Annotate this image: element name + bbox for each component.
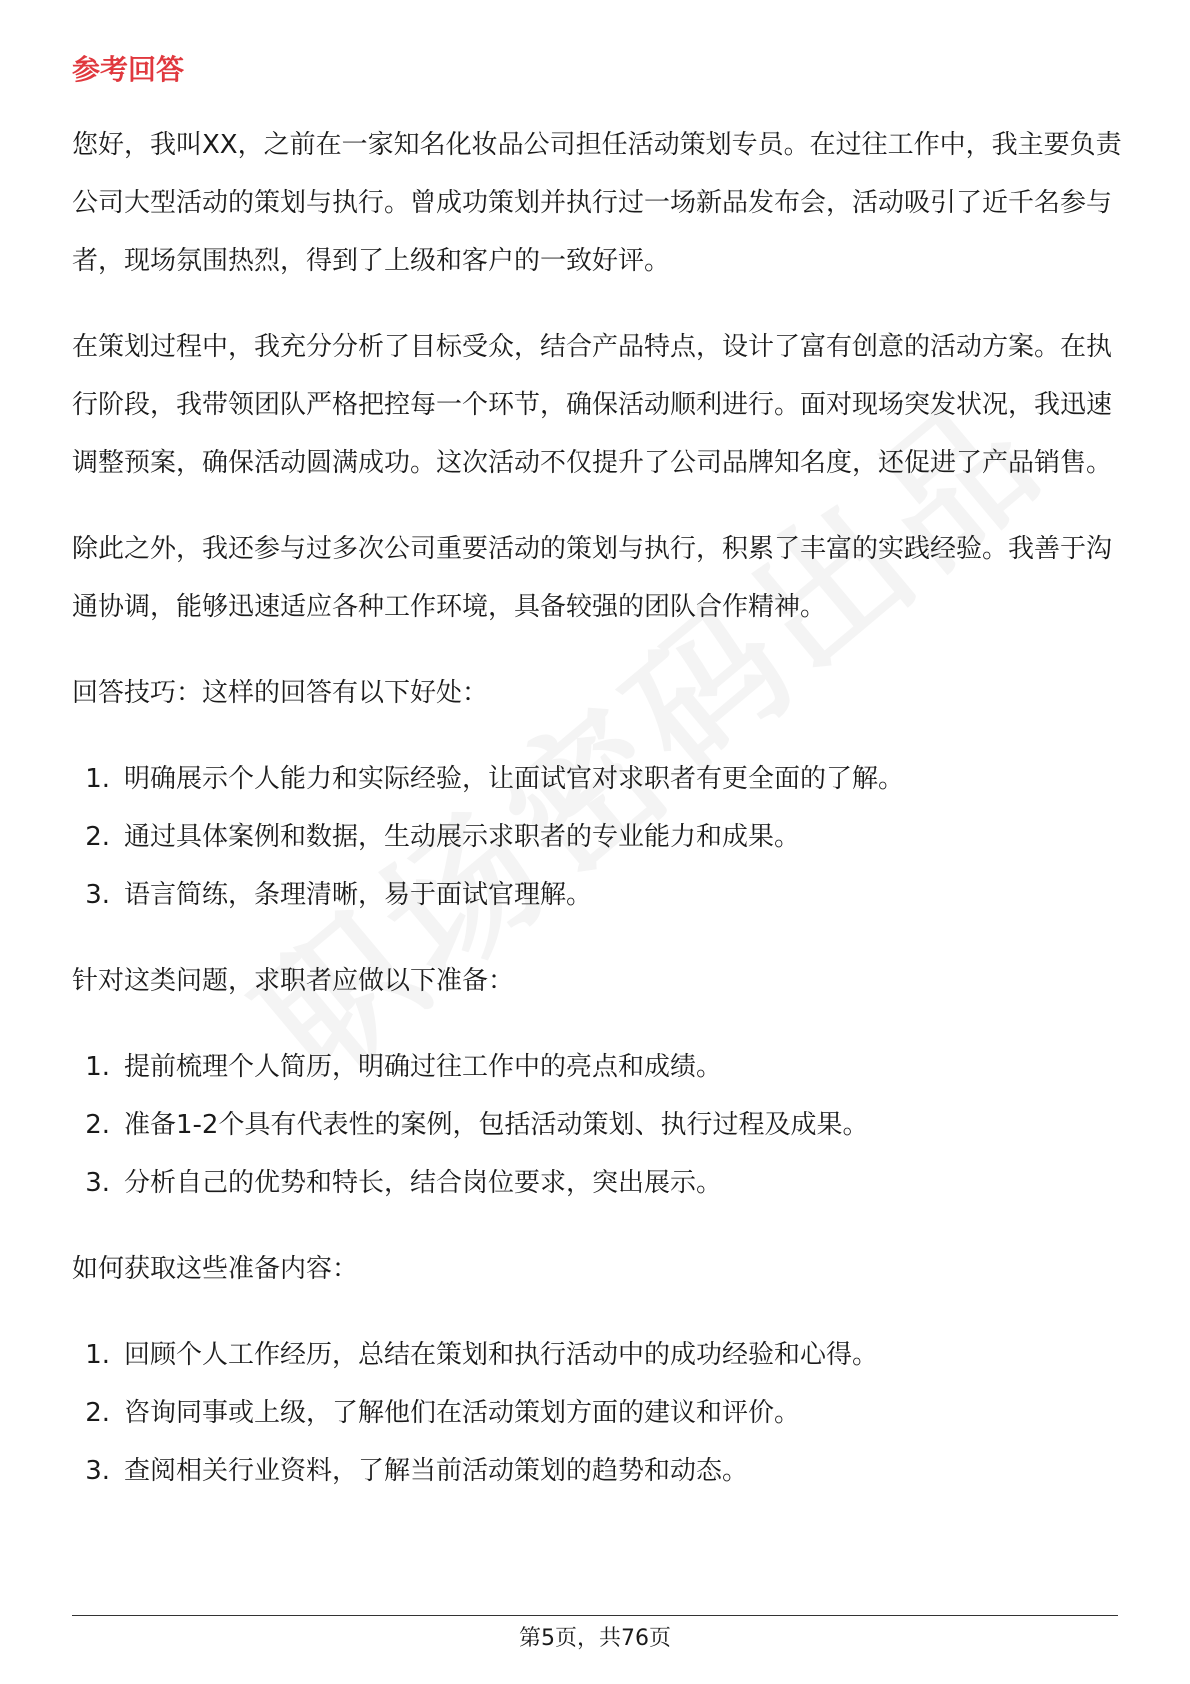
numbered-list <box>72 1038 1122 1212</box>
list-item-text: 查阅相关行业资料，了解当前活动策划的趋势和动态。 <box>124 1456 749 1486</box>
list-item <box>72 1442 1122 1500</box>
paragraph: 除此之外，我还参与过多次公司重要活动的策划与执行，积累了丰富的实践经验。我善于沟通协调，能够迅速适应各种工作环境，具备较强的团队合作精神。 <box>72 534 1113 622</box>
content-body <box>72 116 1122 1528</box>
section-title: 回答技巧：这样的回答有以下好处： <box>72 678 489 708</box>
list-number: 1. <box>85 1340 110 1370</box>
list-item-text: 提前梳理个人简历，明确过往工作中的亮点和成绩。 <box>124 1052 723 1082</box>
list-number: 3. <box>85 880 110 910</box>
list-item <box>72 750 1122 808</box>
list-number: 3. <box>85 1168 110 1198</box>
numbered-list <box>72 750 1122 924</box>
list-item-text: 准备1-2个具有代表性的案例，包括活动策划、执行过程及成果。 <box>124 1110 869 1140</box>
list-item <box>72 1384 1122 1442</box>
page-number: 第5页，共76页 <box>519 1626 671 1651</box>
list-number: 2. <box>85 1110 110 1140</box>
list-item-text: 分析自己的优势和特长，结合岗位要求，突出展示。 <box>124 1168 723 1198</box>
section-title: 针对这类问题，求职者应做以下准备： <box>72 966 515 996</box>
list-number: 2. <box>85 822 110 852</box>
list-item <box>72 808 1122 866</box>
list-number: 1. <box>85 764 110 794</box>
section-heading: 参考回答 <box>72 53 185 86</box>
footer-divider <box>72 1615 1118 1616</box>
list-item-text: 通过具体案例和数据，生动展示求职者的专业能力和成果。 <box>124 822 801 852</box>
list-item <box>72 1154 1122 1212</box>
section-title: 如何获取这些准备内容： <box>72 1254 359 1284</box>
list-number: 2. <box>85 1398 110 1428</box>
list-item <box>72 1326 1122 1384</box>
numbered-list <box>72 1326 1122 1500</box>
list-item-text: 咨询同事或上级，了解他们在活动策划方面的建议和评价。 <box>124 1398 801 1428</box>
list-number: 1. <box>85 1052 110 1082</box>
list-item <box>72 866 1122 924</box>
paragraph: 在策划过程中，我充分分析了目标受众，结合产品特点，设计了富有创意的活动方案。在执行阶段，我带领团队严格把控每一个环节，确保活动顺利进行。面对现场突发状况，我迅速调整预案，确保活动圆满成功。这次活动不仅提升了公司品牌知名度，还促进了产品销售。 <box>72 332 1113 478</box>
list-number: 3. <box>85 1456 110 1486</box>
list-item-text: 语言简练，条理清晰，易于面试官理解。 <box>124 880 593 910</box>
list-item-text: 明确展示个人能力和实际经验，让面试官对求职者有更全面的了解。 <box>124 764 905 794</box>
paragraph: 您好，我叫XX，之前在一家知名化妆品公司担任活动策划专员。在过往工作中，我主要负责公司大型活动的策划与执行。曾成功策划并执行过一场新品发布会，活动吸引了近千名参与者，现场氛围热烈，得到了上级和客户的一致好评。 <box>72 130 1122 276</box>
list-item <box>72 1038 1122 1096</box>
list-item-text: 回顾个人工作经历，总结在策划和执行活动中的成功经验和心得。 <box>124 1340 879 1370</box>
list-item <box>72 1096 1122 1154</box>
